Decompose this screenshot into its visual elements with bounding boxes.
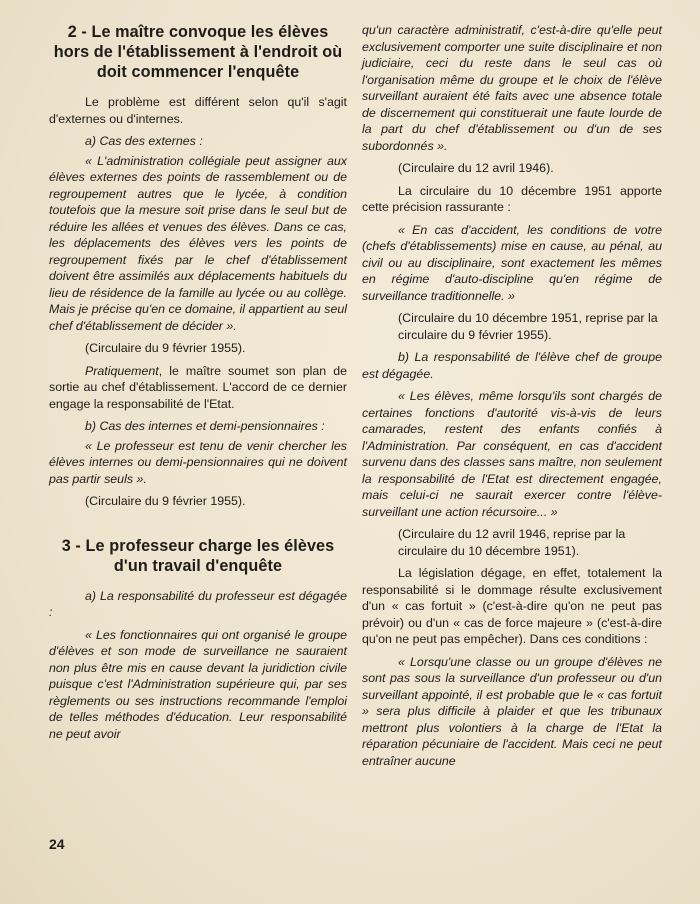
quote: « En cas d'accident, les conditions de votre (chefs d'établissements) mise en cause, au pénal, au civil ou au disciplinaire, sont exactement les mêmes en régime d'auto-discipline qu'en régime de surveillance traditionnelle. » xyxy=(362,222,662,303)
subheading: b) La responsabilité de l'élève chef de groupe est dégagée. xyxy=(362,350,662,381)
quote: « L'administration collégiale peut assigner aux élèves externes des points de rassemblement ou de regroupement autres que le lycée, à condition toutefois que la mesure soit prise dans le seul but de réduire les allées et venues des élèves. Dans ce cas, les déplacements des élèves vers les points de regroupement fixés par le chef d'établissement doivent être assimilés aux déplacements habituels du lieu de résidence de la famille au lycée ou au collège. Mais je précise qu'en ce domaine, il appartient au seul chef d'établissement de décider ». xyxy=(49,153,347,333)
citation: (Circulaire du 9 février 1955). xyxy=(85,341,246,355)
citation: (Circulaire du 12 avril 1946). xyxy=(398,161,554,175)
paragraph-text: , le maître soumet son plan de sortie au chef d'établissement. L'accord de ce dernier engage la responsabilité de l'Etat. xyxy=(49,363,347,411)
quote: « Les fonctionnaires qui ont organisé le groupe d'élèves et son mode de surveillance ne sauraient non plus être mis en cause devant la juridiction civile puisque c'est l'Administration supérieure qui, par ses règlements ou ses instructions recommande l'emploi de telles méthodes d'éducation. Leur responsabilité ne peut avoir xyxy=(49,627,347,741)
quote: « Le professeur est tenu de venir chercher les élèves internes ou demi-pensionnaires qui ne doivent pas partir seuls ». xyxy=(49,438,347,486)
paragraph xyxy=(49,363,347,413)
left-column xyxy=(49,22,347,748)
page-number: 24 xyxy=(49,836,65,852)
quote: « Les élèves, même lorsqu'ils sont chargés de certaines fonctions d'autorité vis-à-vis de leurs camarades, restent des enfants confiés à l'Administration. Par conséquent, en cas d'accident survenu dans des classes sans maître, non seulement la responsabilité de l'Etat est directement engagée, mais celui-ci ne saurait exercer contre l'élève-surveillant une action récursoire... » xyxy=(362,389,662,519)
section-heading-2: 2 - Le maître convoque les élèves hors de l'établissement à l'endroit où doit commencer l'enquête xyxy=(53,23,343,81)
citation: (Circulaire du 12 avril 1946, reprise par la circulaire du 10 décembre 1951). xyxy=(398,527,626,558)
citation: (Circulaire du 10 décembre 1951, reprise par la circulaire du 9 février 1955). xyxy=(398,311,658,342)
paragraph: La législation dégage, en effet, totalement la responsabilité si le dommage résulte exclusivement d'un « cas fortuit » (c'est-à-dire qu'on ne peut pas prévoir) ou d'un « cas de force majeure » (c'est-à-dire qu'on ne peut pas empêcher). Dans ces conditions : xyxy=(362,566,662,646)
paragraph: Le problème est différent selon qu'il s'agit d'externes ou d'internes. xyxy=(49,95,347,126)
section-heading-3: 3 - Le professeur charge les élèves d'un travail d'enquête xyxy=(61,536,335,575)
quote-continued: qu'un caractère administratif, c'est-à-dire qu'elle peut exclusivement comporter une suite disciplinaire et non judiciaire, ceci du reste dans le seul cas où l'organisation même du groupe et le choix de l'élève surveillant auraient été faits avec une absence totale de discernement qui constituerait une faute lourde de la part du chef d'établissement ou d'un de ses subordonnés ». xyxy=(362,23,662,153)
subheading: a) La responsabilité du professeur est dégagée : xyxy=(49,588,347,619)
emphasis: Pratiquement xyxy=(85,363,159,378)
right-column xyxy=(362,22,662,775)
quote: « Lorsqu'une classe ou un groupe d'élèves ne sont pas sous la surveillance d'un professeur ou d'un surveillant appointé, il est probable que le « cas fortuit » sera plus difficile à plaider et que les tribunaux mettront plus volontiers à la charge de l'Etat la réparation pécuniaire de l'accident. Mais ceci ne peut entraîner aucune xyxy=(362,654,662,768)
citation: (Circulaire du 9 février 1955). xyxy=(85,494,246,508)
subheading: a) Cas des externes : xyxy=(85,134,203,148)
spacer xyxy=(49,516,347,536)
paragraph: La circulaire du 10 décembre 1951 apporte cette précision rassurante : xyxy=(362,183,662,214)
subheading: b) Cas des internes et demi-pensionnaires : xyxy=(85,419,325,433)
